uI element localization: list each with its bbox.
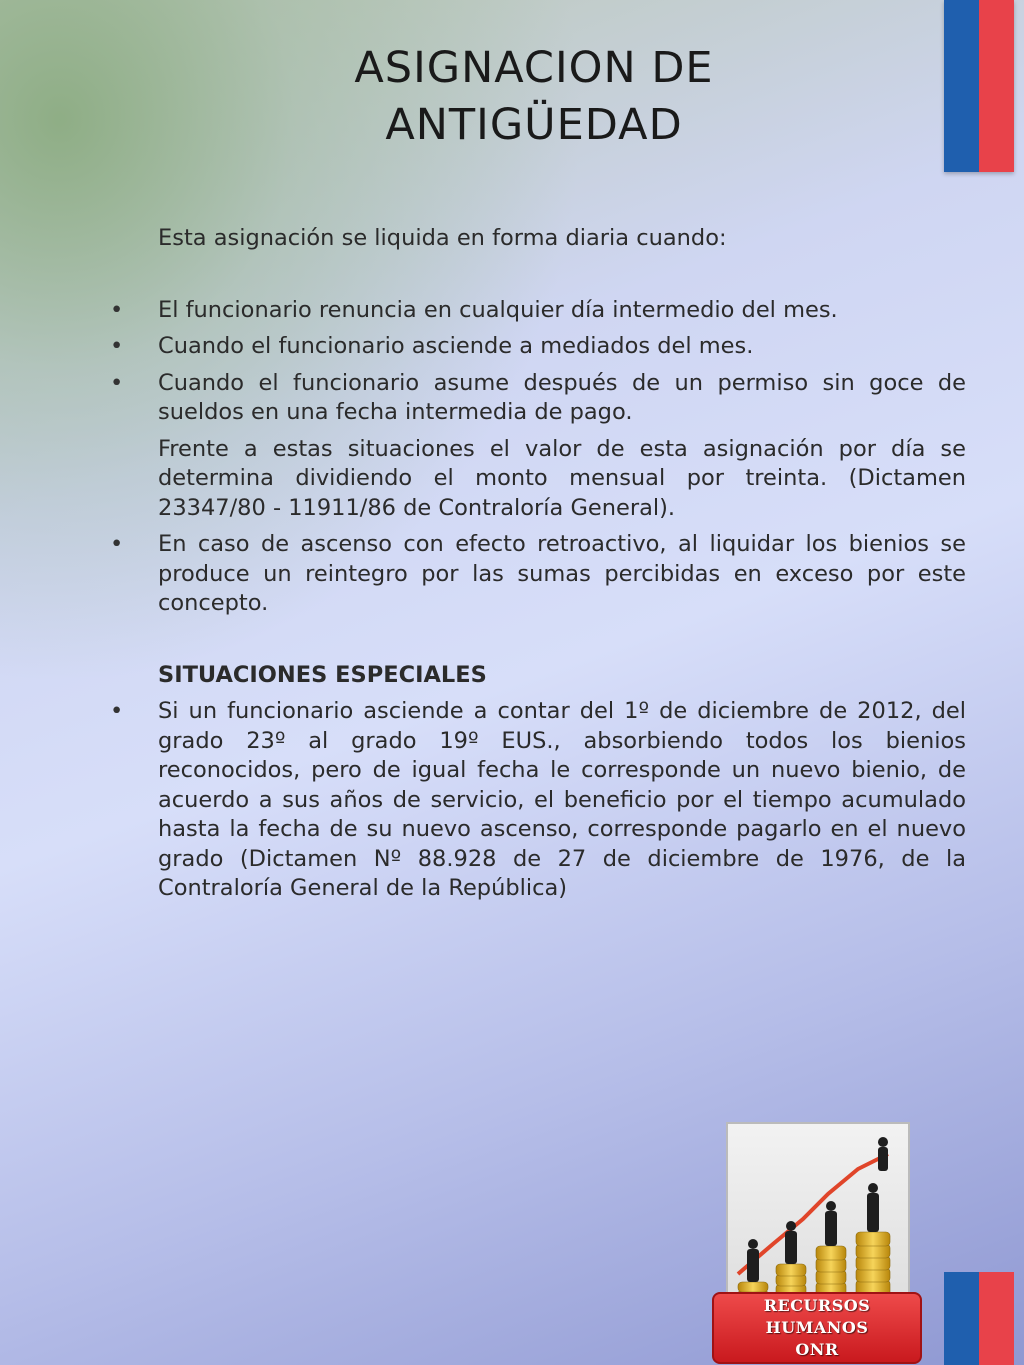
intro-text: Esta asignación se liquida en forma diaria cuando: [158, 225, 727, 251]
bullet-item: • Cuando el funcionario asciende a mediados del mes. [158, 332, 966, 362]
bullet-item: • En caso de ascenso con efecto retroactivo, al liquidar los bienios se produce un reintegro por las sumas percibidas en exceso por este concepto. [158, 530, 966, 619]
bullet-item: • El funcionario renuncia en cualquier día intermedio del mes. [158, 296, 966, 326]
flag-icon [944, 0, 1014, 172]
badge-line-3: ONR [795, 1340, 839, 1359]
bullet-item: • Cuando el funcionario asume después de un permiso sin goce de sueldos en una fecha intermedia de pago. [158, 369, 966, 428]
slide-body [158, 224, 966, 904]
badge-line-1: RECURSOS [763, 1296, 871, 1315]
page-title [270, 40, 798, 154]
title-line-1: ASIGNACION DE [354, 43, 714, 93]
bullet-item: • Si un funcionario asciende a contar del 1º de diciembre de 2012, del grado 23º al grado 19º EUS., absorbiendo todos los bienios reconocidos, pero de igual fecha le corresponde un nuevo bienio, de acuerdo a sus años de servicio, el beneficio por el tiempo acumulado hasta la fecha de su nuevo ascenso, corresponde pagarlo en el nuevo grado (Dictamen Nº 88.928 de 27 de diciembre de 1976, de la Contraloría General de la República) [158, 697, 966, 904]
badge-line-2: HUMANOS [765, 1318, 869, 1337]
section-heading: SITUACIONES ESPECIALES [158, 661, 487, 688]
explanation-text: Frente a estas situaciones el valor de esta asignación por día se determina dividiendo el monto mensual por treinta. (Dictamen 23347/80 - 11911/86 de Contraloría General). [158, 435, 966, 521]
coins-people-illustration [726, 1122, 910, 1308]
recursos-humanos-badge [712, 1292, 922, 1364]
flag-icon [944, 1272, 1014, 1365]
title-line-2: ANTIGÜEDAD [385, 100, 683, 150]
